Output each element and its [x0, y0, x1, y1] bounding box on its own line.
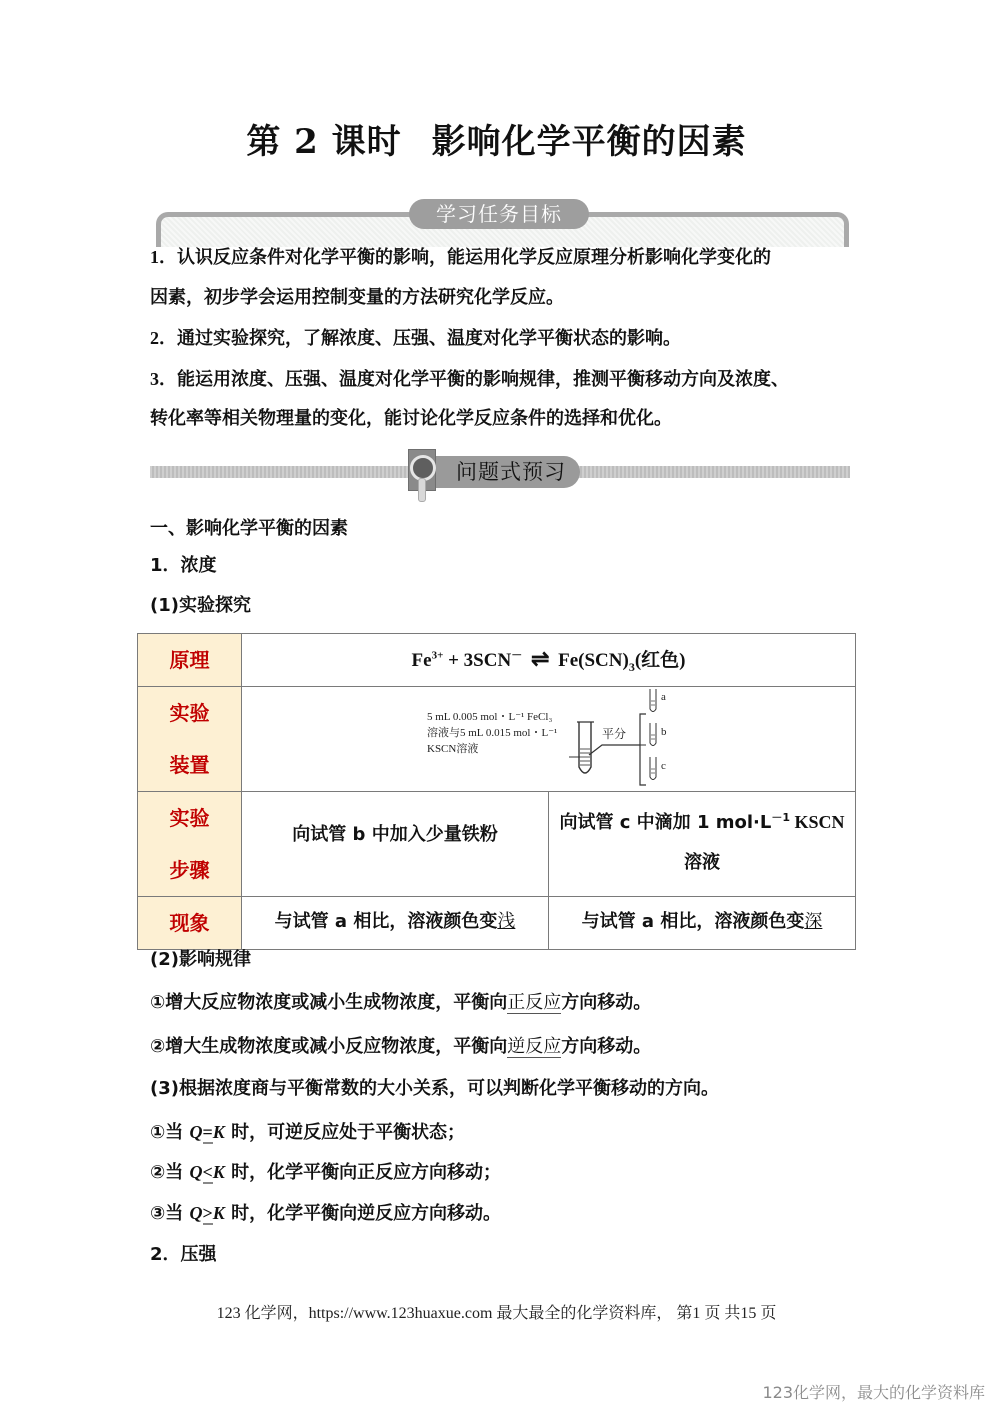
table-row-steps: [138, 792, 856, 897]
q-k-rule-1: ①当 Q=K 时，可逆反应处于平衡状态；: [150, 1122, 466, 1143]
rule-1-answer: 正反应: [507, 992, 562, 1013]
objective-3-line-2: 转化率等相关物理量的变化，能讨论化学反应条件的选择和优化。: [150, 408, 672, 429]
rules-heading: (2)影响规律: [150, 949, 251, 970]
apparatus-diagram: [242, 687, 856, 792]
label-principle: 原理: [138, 634, 242, 687]
test-tube-c-icon: [650, 757, 656, 780]
tube-label-a: a: [661, 691, 666, 703]
page-footer: 123 化学网，https://www.123huaxue.com 最大最全的化学资料库， 第1 页 共15 页: [216, 1305, 777, 1322]
tube-label-c: c: [661, 760, 666, 772]
q-k-answer-3: >: [202, 1203, 213, 1223]
label-phenomenon: 现象: [138, 897, 242, 950]
label-steps: 实验 步骤: [138, 792, 242, 897]
table-row-apparatus: [138, 687, 856, 792]
section-heading: 一、影响化学平衡的因素: [150, 518, 348, 539]
q-k-rule-2: ②当 Q<K 时，化学平衡向正反应方向移动；: [150, 1162, 502, 1183]
apparatus-description: 5 mL 0.005 mol・L⁻¹ FeCl₃ 溶液与5 mL 0.015 mol・L⁻¹ KSCN溶液: [427, 711, 558, 755]
q-k-answer-2: <: [202, 1162, 213, 1182]
step-tube-c: 向试管 c 中滴加 1 $mol\cdot L^{-1}$ KSCN 溶液: [549, 792, 856, 897]
experiment-table: [137, 633, 856, 950]
rule-2-answer: 逆反应: [507, 1036, 562, 1057]
phenomenon-tube-c: 与试管 a 相比，溶液颜色变深: [549, 897, 856, 950]
test-tube-b-icon: [650, 723, 656, 746]
answer-deeper: 深: [804, 911, 823, 932]
main-test-tube-icon: [569, 722, 594, 773]
objective-2: 2．通过实验探究，了解浓度、压强、温度对化学平衡状态的影响。: [150, 328, 681, 349]
tube-label-b: b: [661, 726, 667, 738]
preview-header: 问题式预习: [430, 456, 580, 488]
rule-2: ②增大生成物浓度或减小反应物浓度，平衡向逆反应方向移动。: [150, 1036, 652, 1057]
lesson-number: 第 2 课时: [246, 122, 402, 162]
test-tube-diagram: [242, 687, 857, 791]
subsection-concentration: 1．浓度: [150, 555, 217, 576]
experiment-heading: (1)实验探究: [150, 595, 251, 616]
label-apparatus: 实验 装置: [138, 687, 242, 792]
q-k-heading: (3)根据浓度商与平衡常数的大小关系，可以判断化学平衡移动的方向。: [150, 1078, 719, 1099]
test-tube-a-icon: [650, 689, 656, 712]
q-k-answer-1: =: [202, 1122, 213, 1142]
rule-1: ①增大反应物浓度或减小生成物浓度，平衡向正反应方向移动。: [150, 992, 652, 1013]
objective-3-line-1: 3．能运用浓度、压强、温度对化学平衡的影响规律，推测平衡移动方向及浓度、: [150, 369, 789, 390]
answer-lighter: 浅: [497, 911, 516, 932]
step-tube-b: 向试管 b 中加入少量铁粉: [242, 792, 549, 897]
objective-1-line-1: 1．认识反应条件对化学平衡的影响，能运用化学反应原理分析影响化学变化的: [150, 247, 771, 268]
q-k-rule-3: ③当 Q>K 时，化学平衡向逆反应方向移动。: [150, 1203, 502, 1224]
lesson-topic: 影响化学平衡的因素: [431, 122, 747, 162]
objective-1-line-2: 因素，初步学会运用控制变量的方法研究化学反应。: [150, 287, 564, 308]
table-row-phenomenon: [138, 897, 856, 950]
watermark: 123化学网，最大的化学资料库: [762, 1383, 985, 1402]
subsection-pressure: 2．压强: [150, 1244, 217, 1265]
table-row-principle: [138, 634, 856, 687]
phenomenon-tube-b: 与试管 a 相比，溶液颜色变浅: [242, 897, 549, 950]
magnifier-handle-icon: [418, 478, 426, 502]
objectives-header: 学习任务目标: [409, 199, 589, 229]
reaction-formula: $Fe^{3+} + 3SCN^-$ ⇌ $Fe(SCN)_3$(红色): [242, 634, 856, 687]
equilibrium-arrow-icon: ⇌: [530, 646, 550, 672]
split-label: 平分: [602, 727, 627, 741]
page-title: [0, 114, 993, 163]
